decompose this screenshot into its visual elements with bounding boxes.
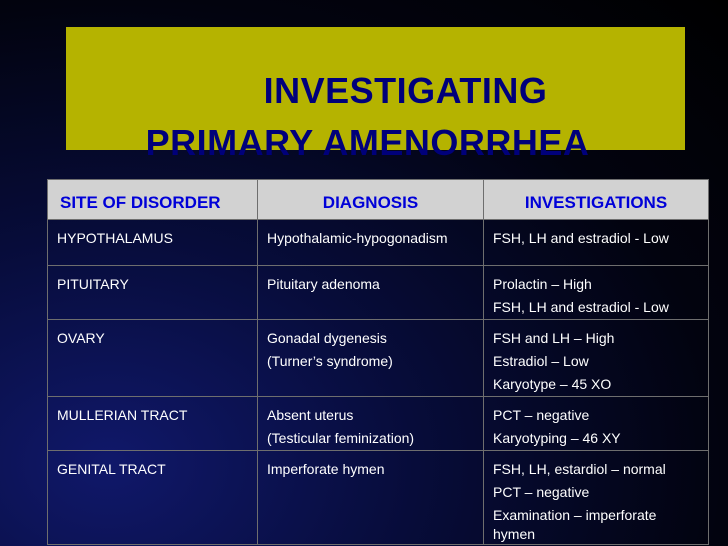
diagnosis-line: Gonadal dygenesis: [267, 330, 387, 346]
investigation-line: FSH and LH – High: [493, 330, 615, 346]
diagnosis-line: Absent uterus: [267, 407, 354, 423]
header-site: SITE OF DISORDER: [48, 180, 258, 220]
table-row: [48, 397, 709, 451]
diagnosis-cell: [258, 320, 484, 397]
diagnosis-cell: [258, 266, 484, 320]
investigation-line: FSH, LH and estradiol - Low: [493, 299, 669, 315]
investigation-line: Estradiol – Low: [493, 353, 589, 369]
table-row: [48, 320, 709, 397]
header-investigations: INVESTIGATIONS: [484, 180, 709, 220]
diagnosis-line: Hypothalamic-hypogonadism: [267, 230, 448, 246]
investigations-cell: [484, 266, 709, 320]
site-cell: PITUITARY: [48, 266, 258, 320]
header-diagnosis: DIAGNOSIS: [258, 180, 484, 220]
site-cell: GENITAL TRACT: [48, 451, 258, 545]
investigation-line: PCT – negative: [493, 484, 590, 500]
investigation-line: FSH, LH and estradiol - Low: [493, 230, 669, 246]
table-row: [48, 451, 709, 545]
diagnosis-cell: [258, 220, 484, 266]
investigation-line: PCT – negative: [493, 407, 590, 423]
title-banner: [66, 27, 685, 163]
diagnosis-line: Pituitary adenoma: [267, 276, 380, 292]
investigation-line: Karyotype – 45 XO: [493, 376, 612, 392]
investigation-line: FSH, LH, estardiol – normal: [493, 461, 666, 477]
title-line-2: PRIMARY AMENORRHEA: [145, 122, 590, 163]
diagnosis-line: (Testicular feminization): [267, 430, 415, 446]
diagnosis-cell: [258, 451, 484, 545]
table-row: [48, 220, 709, 266]
title-line-1: INVESTIGATING: [263, 70, 548, 111]
table-header-row: [48, 180, 709, 220]
diagnosis-cell: [258, 397, 484, 451]
investigation-line: Examination – imperforate hymen: [493, 507, 657, 542]
site-cell: HYPOTHALAMUS: [48, 220, 258, 266]
diagnosis-line: (Turner’s syndrome): [267, 353, 393, 369]
investigation-line: Prolactin – High: [493, 276, 592, 292]
investigations-cell: [484, 397, 709, 451]
diagnosis-line: Imperforate hymen: [267, 461, 385, 477]
investigations-cell: [484, 320, 709, 397]
site-cell: MULLERIAN TRACT: [48, 397, 258, 451]
table-row: [48, 266, 709, 320]
investigation-line: Karyotyping – 46 XY: [493, 430, 621, 446]
site-cell: OVARY: [48, 320, 258, 397]
investigations-cell: [484, 451, 709, 545]
investigations-cell: [484, 220, 709, 266]
amenorrhea-table: [47, 179, 709, 545]
